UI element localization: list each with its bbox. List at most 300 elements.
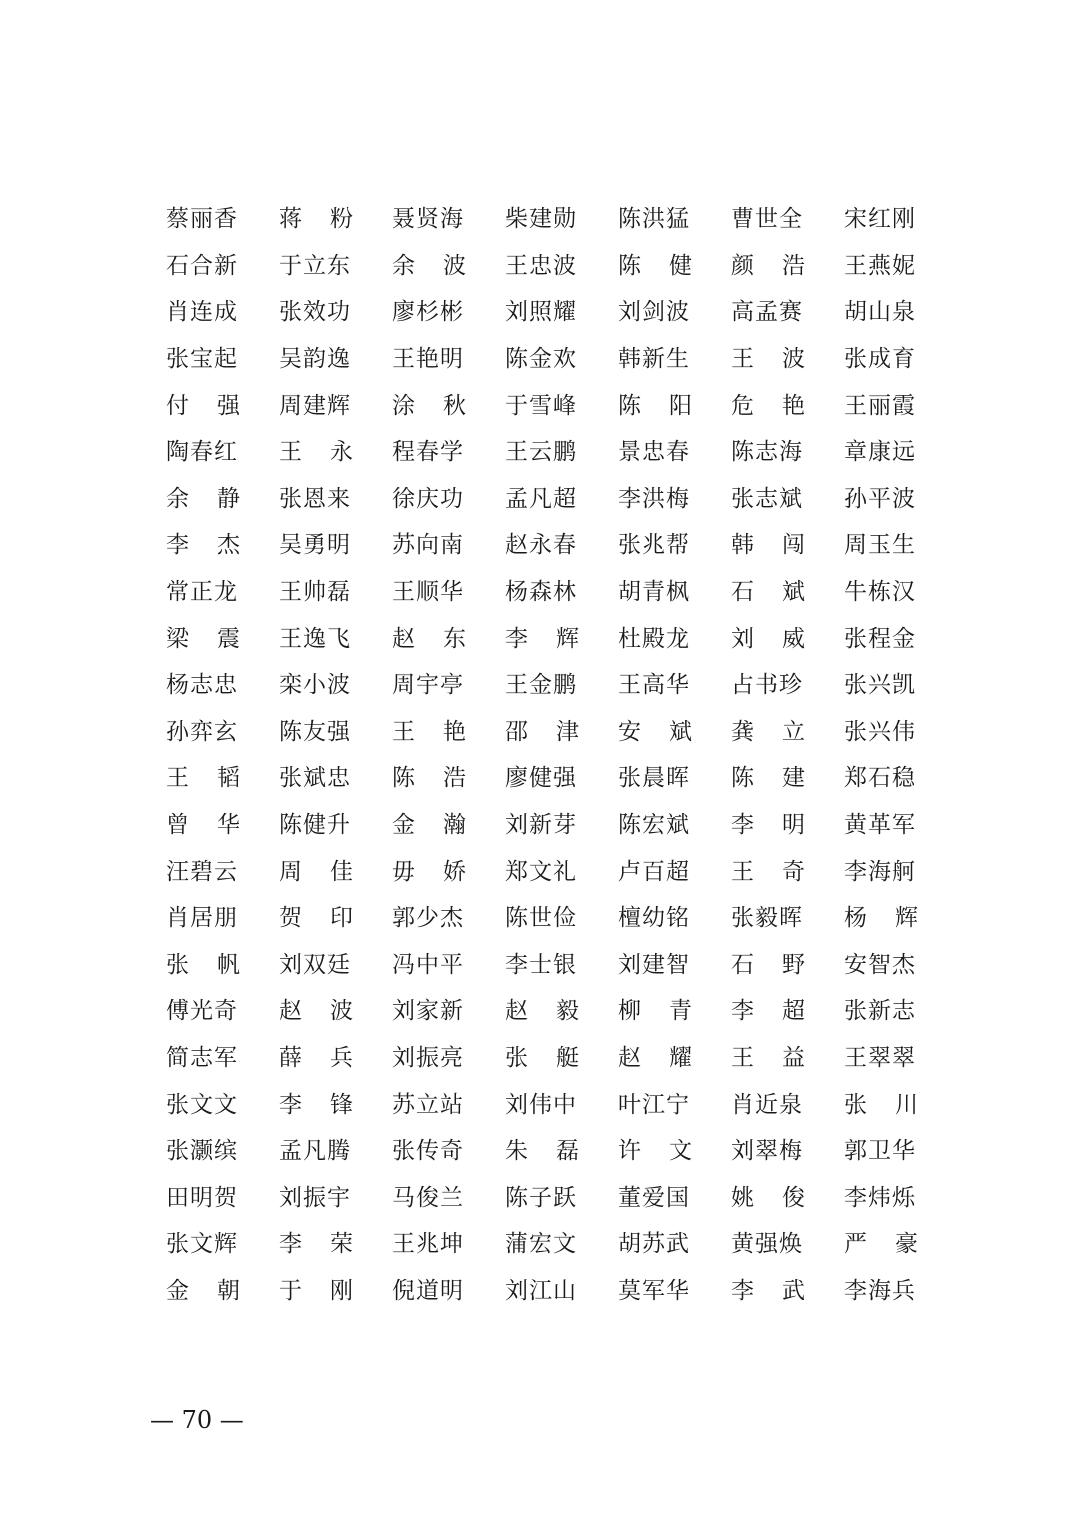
person-name: 刘振宇 [279, 1184, 351, 1211]
person-name [844, 1229, 919, 1259]
person-name: 汪碧云 [166, 858, 238, 885]
name-character: 津 [556, 718, 580, 745]
name-character: 荣 [330, 1231, 354, 1258]
name-row [166, 942, 926, 989]
name-character: 建 [782, 765, 806, 792]
name-character: 磊 [556, 1138, 580, 1165]
person-name: 王帅磊 [279, 579, 351, 606]
person-name: 胡山泉 [844, 299, 916, 326]
person-name: 蒲宏文 [505, 1231, 577, 1258]
person-name: 王兆坤 [392, 1231, 464, 1258]
person-name [279, 857, 354, 887]
name-character: 艳 [443, 718, 467, 745]
name-character: 静 [217, 485, 241, 512]
name-character: 斌 [669, 718, 693, 745]
name-character: 王 [279, 439, 303, 466]
person-name: 刘双廷 [279, 951, 351, 978]
person-name: 杨森林 [505, 579, 577, 606]
person-name [279, 1276, 354, 1306]
name-character: 李 [505, 625, 529, 652]
person-name: 孙弈玄 [166, 718, 238, 745]
name-row [166, 1035, 926, 1082]
person-name: 陈金欢 [505, 346, 577, 373]
person-name: 郭少杰 [392, 905, 464, 932]
name-character: 于 [279, 1277, 303, 1304]
name-character: 波 [443, 252, 467, 279]
person-name: 张宝起 [166, 346, 238, 373]
person-name [166, 810, 241, 840]
person-name: 王丽霞 [844, 392, 916, 419]
name-character: 蒋 [279, 206, 303, 233]
person-name: 王高华 [618, 672, 690, 699]
person-name: 赵永春 [505, 532, 577, 559]
person-name [731, 996, 806, 1026]
name-character: 陈 [618, 392, 642, 419]
person-name: 张志斌 [731, 485, 803, 512]
person-name: 李海兵 [844, 1277, 916, 1304]
person-name [731, 857, 806, 887]
name-character: 阳 [669, 392, 693, 419]
person-name: 苏立站 [392, 1091, 464, 1118]
person-name: 莫军华 [618, 1277, 690, 1304]
person-name: 张传奇 [392, 1138, 464, 1165]
person-name: 陈世俭 [505, 905, 577, 932]
person-name [618, 1136, 693, 1166]
name-row [166, 382, 926, 429]
person-name: 周建辉 [279, 392, 351, 419]
name-character: 余 [166, 485, 190, 512]
person-name [392, 391, 467, 421]
person-name [505, 996, 580, 1026]
name-character: 石 [731, 951, 755, 978]
person-name: 檀幼铭 [618, 905, 690, 932]
person-name [844, 903, 919, 933]
person-name: 张兴凯 [844, 672, 916, 699]
person-name: 李士银 [505, 951, 577, 978]
person-name: 吴勇明 [279, 532, 351, 559]
name-row [166, 429, 926, 476]
person-name: 张晨晖 [618, 765, 690, 792]
person-name: 刘振亮 [392, 1044, 464, 1071]
person-name: 张文辉 [166, 1231, 238, 1258]
person-name [618, 391, 693, 421]
person-name: 于立东 [279, 252, 351, 279]
name-character: 武 [782, 1277, 806, 1304]
name-row [166, 1268, 926, 1315]
name-character: 韩 [731, 532, 755, 559]
person-name: 陈子跃 [505, 1184, 577, 1211]
person-name [505, 1136, 580, 1166]
person-name [844, 1090, 919, 1120]
name-row [166, 289, 926, 336]
name-character: 李 [279, 1091, 303, 1118]
person-name: 叶江宁 [618, 1091, 690, 1118]
person-name: 张效功 [279, 299, 351, 326]
person-name: 马俊兰 [392, 1184, 464, 1211]
person-name [505, 1043, 580, 1073]
person-name: 张灏缤 [166, 1138, 238, 1165]
person-name: 常正龙 [166, 579, 238, 606]
person-name: 刘翠梅 [731, 1138, 803, 1165]
name-row [166, 755, 926, 802]
name-character: 奇 [782, 858, 806, 885]
name-character: 邵 [505, 718, 529, 745]
name-row [166, 615, 926, 662]
name-character: 张 [844, 1091, 868, 1118]
person-name: 张成育 [844, 346, 916, 373]
name-row [166, 709, 926, 756]
name-row [166, 848, 926, 895]
name-row [166, 1221, 926, 1268]
name-row [166, 243, 926, 290]
person-name: 周玉生 [844, 532, 916, 559]
name-character: 川 [895, 1091, 919, 1118]
person-name: 李洪梅 [618, 485, 690, 512]
person-name: 董爱国 [618, 1184, 690, 1211]
person-name [392, 251, 467, 281]
name-character: 姚 [731, 1184, 755, 1211]
person-name: 陈宏斌 [618, 812, 690, 839]
person-name [731, 251, 806, 281]
name-row [166, 895, 926, 942]
name-character: 龚 [731, 718, 755, 745]
person-name: 程春学 [392, 439, 464, 466]
name-character: 立 [782, 718, 806, 745]
person-name: 傅光奇 [166, 998, 238, 1025]
person-name: 张毅晖 [731, 905, 803, 932]
name-character: 粉 [330, 206, 354, 233]
person-name: 安智杰 [844, 951, 916, 978]
name-character: 青 [669, 998, 693, 1025]
name-character: 颜 [731, 252, 755, 279]
person-name: 孙平波 [844, 485, 916, 512]
person-name: 占书珍 [731, 672, 803, 699]
name-character: 涂 [392, 392, 416, 419]
name-row [166, 802, 926, 849]
person-name: 肖连成 [166, 299, 238, 326]
name-row [166, 988, 926, 1035]
name-character: 朝 [217, 1277, 241, 1304]
name-character: 毋 [392, 858, 416, 885]
person-name [731, 344, 806, 374]
name-character: 佳 [330, 858, 354, 885]
person-name: 陈洪猛 [618, 206, 690, 233]
person-name [731, 1276, 806, 1306]
name-character: 曾 [166, 812, 190, 839]
name-character: 耀 [669, 1044, 693, 1071]
person-name: 刘伟中 [505, 1091, 577, 1118]
name-character: 瀚 [443, 812, 467, 839]
person-name: 王逸飞 [279, 625, 351, 652]
name-character: 健 [669, 252, 693, 279]
name-row [166, 336, 926, 383]
name-character: 锋 [330, 1091, 354, 1118]
person-name [392, 717, 467, 747]
person-name: 胡苏武 [618, 1231, 690, 1258]
name-character: 震 [217, 625, 241, 652]
person-name: 冯中平 [392, 951, 464, 978]
person-name: 王顺华 [392, 579, 464, 606]
person-name: 胡青枫 [618, 579, 690, 606]
person-name: 曹世全 [731, 206, 803, 233]
person-name [505, 717, 580, 747]
name-character: 贺 [279, 905, 303, 932]
name-character: 薛 [279, 1044, 303, 1071]
person-name [731, 810, 806, 840]
name-character: 王 [166, 765, 190, 792]
person-name: 柴建勋 [505, 206, 577, 233]
person-name [392, 763, 467, 793]
name-row [166, 1174, 926, 1221]
name-character: 浩 [443, 765, 467, 792]
person-name: 刘照耀 [505, 299, 577, 326]
page-number: — 70 — [150, 1406, 244, 1434]
name-character: 娇 [443, 858, 467, 885]
person-name: 陶春红 [166, 439, 238, 466]
name-character: 艇 [556, 1044, 580, 1071]
person-name [731, 391, 806, 421]
person-name: 王燕妮 [844, 252, 916, 279]
person-name: 徐庆功 [392, 485, 464, 512]
person-name [618, 996, 693, 1026]
person-name: 郑石稳 [844, 765, 916, 792]
person-name [505, 624, 580, 654]
name-character: 张 [166, 951, 190, 978]
person-name: 孟凡超 [505, 485, 577, 512]
person-name [618, 717, 693, 747]
person-name: 王金鹏 [505, 672, 577, 699]
name-character: 李 [731, 1277, 755, 1304]
name-character: 石 [731, 579, 755, 606]
person-name: 吴韵逸 [279, 346, 351, 373]
person-name: 黄革军 [844, 812, 916, 839]
person-name: 张兆帮 [618, 532, 690, 559]
name-character: 秋 [443, 392, 467, 419]
name-character: 许 [618, 1138, 642, 1165]
person-name: 景忠春 [618, 439, 690, 466]
name-character: 张 [505, 1044, 529, 1071]
person-name: 栾小波 [279, 672, 351, 699]
person-name [166, 1276, 241, 1306]
person-name [731, 530, 806, 560]
name-character: 韬 [217, 765, 241, 792]
name-character: 赵 [618, 1044, 642, 1071]
person-name: 陈友强 [279, 718, 351, 745]
name-character: 付 [166, 392, 190, 419]
person-name: 苏向南 [392, 532, 464, 559]
name-character: 安 [618, 718, 642, 745]
person-name: 卢百超 [618, 858, 690, 885]
person-name: 聂贤海 [392, 206, 464, 233]
name-character: 艳 [782, 392, 806, 419]
name-character: 赵 [392, 625, 416, 652]
person-name: 陈志海 [731, 439, 803, 466]
person-name: 于雪峰 [505, 392, 577, 419]
person-name [279, 1090, 354, 1120]
name-character: 杨 [844, 905, 868, 932]
person-name [279, 204, 354, 234]
person-name [731, 763, 806, 793]
person-name: 廖杉彬 [392, 299, 464, 326]
person-name [731, 950, 806, 980]
name-character: 李 [731, 998, 755, 1025]
person-name: 李海舸 [844, 858, 916, 885]
name-character: 野 [782, 951, 806, 978]
name-character: 刚 [330, 1277, 354, 1304]
name-character: 王 [731, 1044, 755, 1071]
name-character: 浩 [782, 252, 806, 279]
person-name: 刘新芽 [505, 812, 577, 839]
person-name [166, 624, 241, 654]
person-name: 韩新生 [618, 346, 690, 373]
name-character: 梁 [166, 625, 190, 652]
name-character: 王 [731, 346, 755, 373]
person-name [731, 577, 806, 607]
person-name: 廖健强 [505, 765, 577, 792]
name-row [166, 1081, 926, 1128]
person-name [279, 996, 354, 1026]
person-name [166, 763, 241, 793]
person-name [166, 530, 241, 560]
person-name: 田明贺 [166, 1184, 238, 1211]
person-name: 杜殿龙 [618, 625, 690, 652]
name-character: 强 [217, 392, 241, 419]
name-character: 毅 [556, 998, 580, 1025]
person-name: 刘江山 [505, 1277, 577, 1304]
name-character: 帆 [217, 951, 241, 978]
person-name [618, 1043, 693, 1073]
person-name: 宋红刚 [844, 206, 916, 233]
person-name [618, 251, 693, 281]
person-name: 陈健升 [279, 812, 351, 839]
person-name: 王翠翠 [844, 1044, 916, 1071]
person-name: 周宇亭 [392, 672, 464, 699]
person-name [731, 624, 806, 654]
name-character: 华 [217, 812, 241, 839]
person-name: 张程金 [844, 625, 916, 652]
name-character: 辉 [895, 905, 919, 932]
person-name [166, 391, 241, 421]
name-character: 兵 [330, 1044, 354, 1071]
person-name [731, 1043, 806, 1073]
person-name: 郭卫华 [844, 1138, 916, 1165]
person-name: 王艳明 [392, 346, 464, 373]
person-name [731, 717, 806, 747]
name-row [166, 196, 926, 243]
person-name [392, 810, 467, 840]
name-character: 金 [392, 812, 416, 839]
name-character: 超 [782, 998, 806, 1025]
person-name [279, 1229, 354, 1259]
person-name: 张恩来 [279, 485, 351, 512]
name-row [166, 1128, 926, 1175]
name-character: 朱 [505, 1138, 529, 1165]
person-name: 刘家新 [392, 998, 464, 1025]
person-name: 张斌忠 [279, 765, 351, 792]
person-name: 刘剑波 [618, 299, 690, 326]
person-name: 张新志 [844, 998, 916, 1025]
name-character: 斌 [782, 579, 806, 606]
name-character: 柳 [618, 998, 642, 1025]
person-name [392, 624, 467, 654]
name-character: 王 [392, 718, 416, 745]
person-name [392, 857, 467, 887]
person-name: 肖近泉 [731, 1091, 803, 1118]
person-name: 黄强焕 [731, 1231, 803, 1258]
person-name: 石合新 [166, 252, 238, 279]
person-name [166, 484, 241, 514]
person-name: 牛栋汉 [844, 579, 916, 606]
person-name: 李炜烁 [844, 1184, 916, 1211]
name-character: 东 [443, 625, 467, 652]
name-character: 豪 [895, 1231, 919, 1258]
person-name [279, 1043, 354, 1073]
person-name [279, 903, 354, 933]
name-character: 李 [166, 532, 190, 559]
person-name: 蔡丽香 [166, 206, 238, 233]
name-character: 严 [844, 1231, 868, 1258]
person-name: 孟凡腾 [279, 1138, 351, 1165]
name-character: 金 [166, 1277, 190, 1304]
person-name [166, 950, 241, 980]
name-character: 陈 [731, 765, 755, 792]
person-name: 王云鹏 [505, 439, 577, 466]
person-name: 张文文 [166, 1091, 238, 1118]
name-list-grid [166, 196, 926, 1314]
name-row [166, 662, 926, 709]
name-character: 威 [782, 625, 806, 652]
name-character: 王 [731, 858, 755, 885]
name-character: 闯 [782, 532, 806, 559]
person-name: 高孟赛 [731, 299, 803, 326]
name-character: 文 [669, 1138, 693, 1165]
name-character: 刘 [731, 625, 755, 652]
name-row [166, 569, 926, 616]
name-character: 明 [782, 812, 806, 839]
person-name: 章康远 [844, 439, 916, 466]
person-name: 张兴伟 [844, 718, 916, 745]
name-character: 印 [330, 905, 354, 932]
name-character: 陈 [618, 252, 642, 279]
person-name: 倪道明 [392, 1277, 464, 1304]
name-character: 周 [279, 858, 303, 885]
name-character: 余 [392, 252, 416, 279]
person-name: 肖居朋 [166, 905, 238, 932]
name-character: 辉 [556, 625, 580, 652]
name-character: 波 [330, 998, 354, 1025]
person-name: 简志军 [166, 1044, 238, 1071]
person-name: 王忠波 [505, 252, 577, 279]
person-name: 杨志忠 [166, 672, 238, 699]
name-character: 永 [330, 439, 354, 466]
name-character: 赵 [279, 998, 303, 1025]
name-row [166, 522, 926, 569]
person-name [279, 437, 354, 467]
name-character: 益 [782, 1044, 806, 1071]
name-character: 危 [731, 392, 755, 419]
name-character: 赵 [505, 998, 529, 1025]
name-character: 波 [782, 346, 806, 373]
person-name [731, 1183, 806, 1213]
name-character: 李 [731, 812, 755, 839]
name-character: 杰 [217, 532, 241, 559]
person-name: 刘建智 [618, 951, 690, 978]
person-name: 郑文礼 [505, 858, 577, 885]
name-character: 俊 [782, 1184, 806, 1211]
name-character: 李 [279, 1231, 303, 1258]
name-character: 陈 [392, 765, 416, 792]
name-row [166, 476, 926, 523]
